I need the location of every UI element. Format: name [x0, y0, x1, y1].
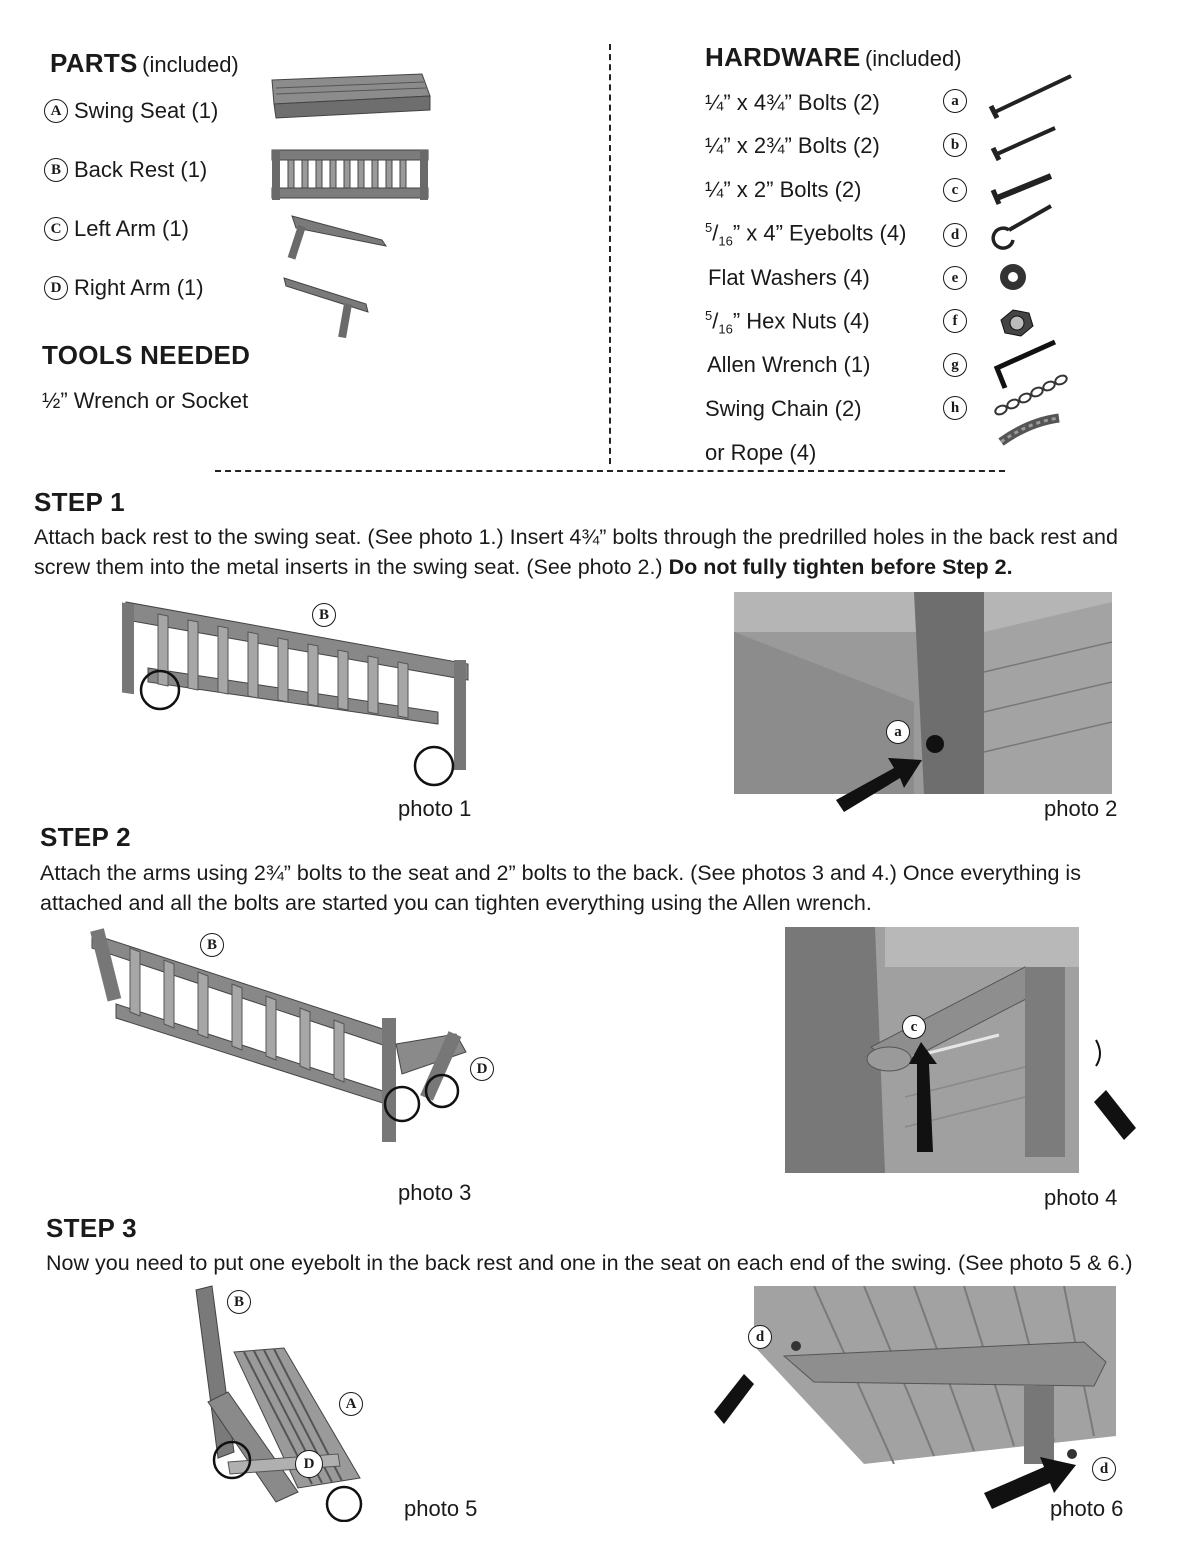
hardware-label-rest: ” Hex Nuts (4): [732, 308, 870, 334]
part-label: Right Arm (1): [74, 275, 204, 300]
photo-4-caption: photo 4: [1044, 1185, 1118, 1210]
photo-3: [86, 924, 506, 1150]
hardware-letter-badge: c: [943, 178, 967, 202]
section-divider: [215, 470, 1005, 472]
tools-item: ½” Wrench or Socket: [42, 388, 249, 413]
photo-6-drawing: [754, 1286, 1116, 1464]
photo-6-caption: photo 6: [1050, 1496, 1124, 1521]
step-1-warning: Do not fully tighten before Step 2.: [668, 555, 1013, 579]
hardware-item-h: Swing Chain (2): [705, 396, 862, 421]
hardware-illustrations: [985, 70, 1085, 460]
short-bolt-icon: [993, 176, 1051, 204]
hardware-item-a: ¼” x 4¾” Bolts (2): [705, 90, 880, 115]
photo-5-label-b: B: [227, 1290, 251, 1314]
photo-3-label-b: B: [200, 933, 224, 957]
part-item-a: [44, 98, 218, 124]
swing-chain-icon: [994, 374, 1068, 416]
washer-icon: [1000, 264, 1026, 290]
photo-4-arrow: [895, 1040, 945, 1180]
part-item-c: [44, 216, 189, 242]
photo-5-label-a: A: [339, 1392, 363, 1416]
allen-wrench-icon: [997, 342, 1055, 388]
part-letter-badge: C: [44, 217, 68, 241]
fraction-denominator: 16: [718, 233, 733, 249]
hardware-item-c: ¼” x 2” Bolts (2): [705, 177, 862, 202]
step-3-title: STEP 3: [46, 1213, 137, 1243]
hardware-item-b: ¼” x 2¾” Bolts (2): [705, 133, 880, 158]
fraction-numerator: 5: [705, 308, 713, 323]
hardware-letter-badge: b: [943, 133, 967, 157]
medium-bolt-icon: [993, 128, 1055, 160]
parts-title-note: (included): [142, 52, 239, 77]
photo-5-label-d: D: [295, 1450, 323, 1478]
step-1-title: STEP 1: [34, 487, 125, 517]
parts-illustrations: [262, 68, 442, 348]
part-item-d: [44, 275, 204, 301]
part-label: Left Arm (1): [74, 216, 189, 241]
photo-4-side-marks: [1088, 1030, 1138, 1145]
part-label: Swing Seat (1): [74, 98, 219, 123]
bracket-mark: [1096, 1040, 1100, 1066]
photo-6-label-bottom: d: [1092, 1457, 1116, 1481]
right-arm-image: [284, 278, 368, 338]
eyebolt-icon: [993, 206, 1051, 248]
highlight-circle: [327, 1487, 361, 1521]
long-bolt-icon: [991, 76, 1071, 118]
photo-6: [754, 1286, 1116, 1464]
photo-5-caption: photo 5: [404, 1496, 478, 1521]
hardware-heading: [705, 42, 962, 73]
photo-6-arrow-left: [708, 1360, 758, 1430]
hardware-title: HARDWARE: [705, 42, 861, 72]
tools-title: TOOLS NEEDED: [42, 340, 251, 370]
arrow-icon: [836, 758, 922, 812]
fraction-numerator: 5: [705, 220, 713, 235]
photo-1-label: B: [312, 603, 336, 627]
rope-icon: [1001, 418, 1059, 442]
hardware-letter-badge: e: [943, 266, 967, 290]
hardware-letter-badge: g: [943, 353, 967, 377]
column-divider: [609, 44, 611, 464]
parts-heading: [50, 48, 239, 79]
hardware-item-d: $^5/_{16}$” x 4” Eyebolts (4): [705, 220, 907, 249]
hardware-label-rest: ” x 4” Eyebolts (4): [732, 220, 907, 246]
part-letter-badge: D: [44, 276, 68, 300]
fraction-denominator: 16: [718, 321, 733, 337]
hardware-letter-badge: h: [943, 396, 967, 420]
part-letter-badge: B: [44, 158, 68, 182]
highlight-circle: [415, 747, 453, 785]
photo-6-label-top: d: [748, 1325, 772, 1349]
hardware-letter-badge: f: [943, 309, 967, 333]
photo-4-label: c: [902, 1015, 926, 1039]
arrow-tail-icon: [1094, 1090, 1136, 1140]
hardware-item-f: $^5/_{16}$” Hex Nuts (4): [705, 308, 870, 337]
hardware-letter-badge: d: [943, 223, 967, 247]
part-label: Back Rest (1): [74, 157, 208, 182]
photo-2-label: a: [886, 720, 910, 744]
photo-1: [118, 592, 478, 792]
left-arm-image: [288, 216, 386, 260]
part-letter-badge: A: [44, 99, 68, 123]
photo-1-caption: photo 1: [398, 796, 472, 821]
photo-2-caption: photo 2: [1044, 796, 1118, 821]
hardware-letter-badge: a: [943, 89, 967, 113]
step-1-body: Attach back rest to the swing seat. (See photo 1.) Insert 4¾” bolts through the predrilled holes in the back rest and screw them into the metal inserts in the swing seat. (See photo 2.): [34, 525, 1118, 579]
hardware-title-note: (included): [864, 46, 962, 71]
hardware-item-rope: or Rope (4): [705, 440, 817, 465]
back-rest-image: [272, 150, 428, 200]
arrow-icon: [714, 1374, 754, 1424]
swing-seat-image: [272, 74, 430, 118]
parts-title: PARTS: [50, 48, 138, 78]
part-item-b: [44, 157, 207, 183]
step-3-text: Now you need to put one eyebolt in the back rest and one in the seat on each end of the swing. (See photo 5 & 6.): [46, 1251, 1133, 1275]
bolt-head-icon: [926, 735, 944, 753]
hardware-item-e: Flat Washers (4): [708, 265, 870, 290]
hex-nut-icon: [1001, 310, 1033, 336]
photo-3-label-d: D: [470, 1057, 494, 1081]
photo-3-caption: photo 3: [398, 1180, 472, 1205]
arrow-icon: [909, 1042, 937, 1152]
step-2-title: STEP 2: [40, 822, 131, 852]
step-1-text: [34, 522, 1144, 582]
step-2-text: Attach the arms using 2¾” bolts to the seat and 2” bolts to the back. (See photos 3 and 4.) Once everything is attached and all the bolts are started you can tighten everything using the Allen wrench.: [40, 861, 1081, 915]
hardware-item-g: Allen Wrench (1): [707, 352, 871, 377]
